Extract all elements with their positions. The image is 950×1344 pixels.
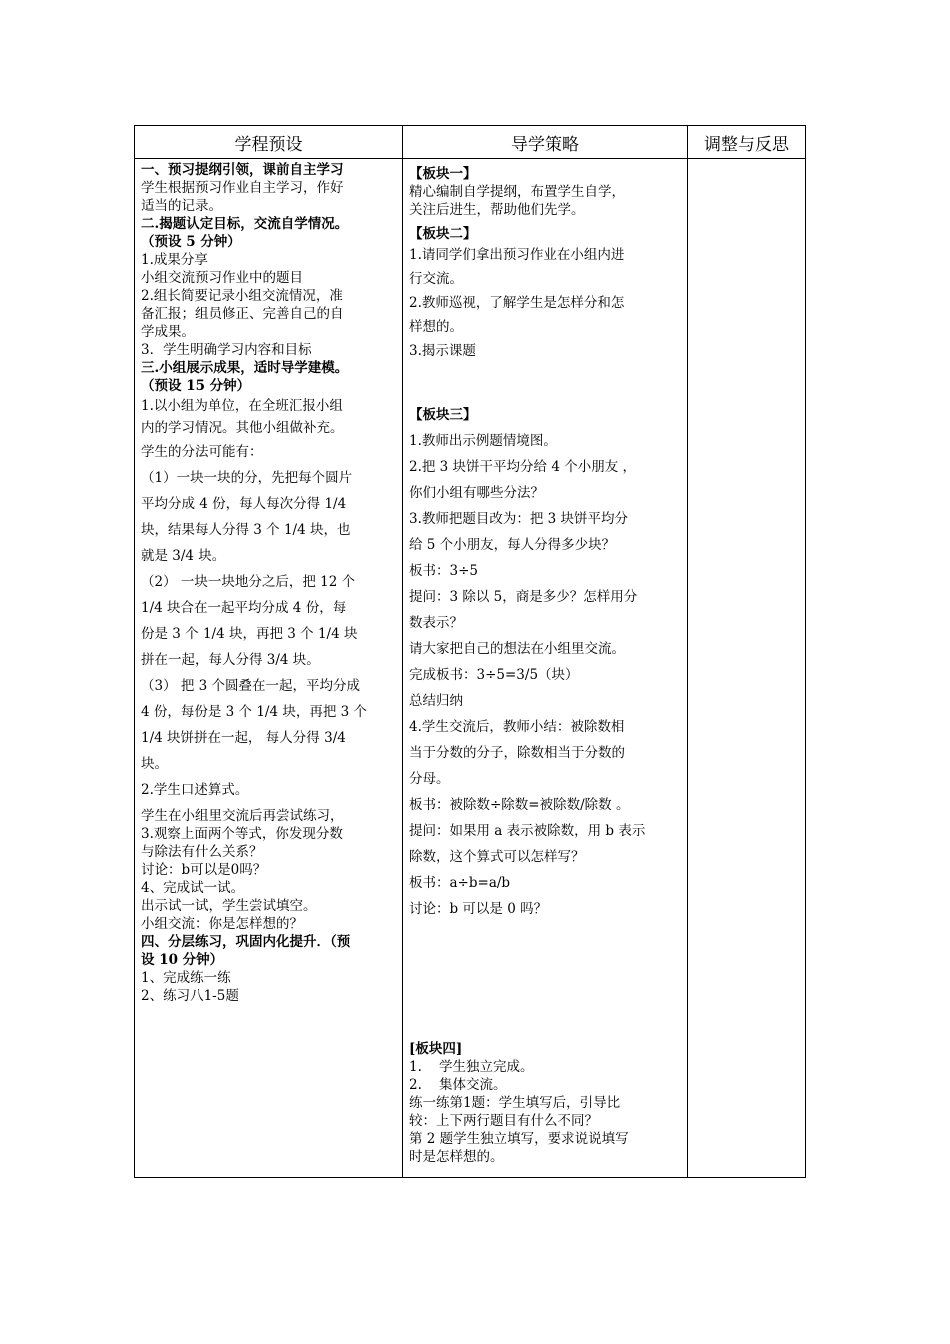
text-line: 1.请同学们拿出预习作业在小组内进 (409, 247, 625, 263)
text-line: 平均分成 4 份，每人每次分得 1/4 (141, 496, 347, 512)
section-3-body (141, 395, 396, 803)
section-3-time: （预设 15 分钟） (141, 378, 251, 394)
text-line: 当于分数的分子，除数相当于分数的 (409, 745, 625, 761)
text-line: 时是怎样想的。 (409, 1149, 504, 1165)
block-4-title: [板块四] (409, 1041, 463, 1057)
section-1-title: 一、预习提纲引领，课前自主学习 (141, 162, 344, 178)
text-line: 完成板书：3÷5=3/5（块） (409, 667, 579, 683)
text-line: 1/4 块饼拼在一起， 每人分得 3/4 (141, 730, 346, 746)
text-line: 小组交流预习作业中的题目 (141, 270, 303, 286)
text-line: 4、完成试一试。 (141, 880, 245, 896)
text-line: 2、练习八1-5题 (141, 988, 239, 1004)
text-line: 学成果。 (141, 324, 195, 340)
text-line: 1、完成练一练 (141, 970, 231, 986)
section-4-title: 四、分层练习，巩固内化提升．（预 (141, 934, 351, 950)
text-line: 块。 (141, 756, 168, 772)
block-2-title: 【板块二】 (409, 226, 477, 242)
text-line: 学生的分法可能有： (141, 444, 263, 460)
block-1-title: 【板块一】 (409, 166, 477, 182)
header-adjustment-reflection: 调整与反思 (688, 126, 806, 159)
text-line: 讨论：b 可以是 0 吗？ (409, 901, 548, 917)
text-line: （3） 把 3 个圆叠在一起，平均分成 (141, 678, 361, 694)
header-row (135, 126, 806, 159)
text-line: 就是 3/4 块。 (141, 548, 226, 564)
text-line: 备汇报；组员修正、完善自己的自 (141, 306, 344, 322)
text-line: 3.教师把题目改为：把 3 块饼平均分 (409, 511, 629, 527)
text-line: 1.成果分享 (141, 252, 208, 268)
text-line: 拼在一起，每人分得 3/4 块。 (141, 652, 320, 668)
text-line: 第 2 题学生独立填写，要求说说填写 (409, 1131, 629, 1147)
teaching-strategy-content (403, 159, 687, 1166)
text-line: 讨论：b可以是0吗？ (141, 862, 267, 878)
text-line: 总结归纳 (409, 693, 463, 709)
text-line: 板书：a÷b=a/b (409, 875, 511, 891)
block-3-body (409, 428, 681, 922)
text-line: 行交流。 (409, 271, 463, 287)
block-3-title: 【板块三】 (409, 407, 477, 423)
block-2-body (409, 243, 681, 363)
text-line: 适当的记录。 (141, 198, 222, 214)
text-line: 除数，这个算式可以怎样写？ (409, 849, 585, 865)
text-line: 给 5 个小朋友，每人分得多少块？ (409, 537, 616, 553)
text-line: 份是 3 个 1/4 块，再把 3 个 1/4 块 (141, 626, 358, 642)
text-line: 出示试一试，学生尝试填空。 (141, 898, 317, 914)
text-line: 3.揭示课题 (409, 343, 476, 359)
text-line: 关注后进生，帮助他们先学。 (409, 202, 585, 218)
text-line: 与除法有什么关系？ (141, 844, 263, 860)
text-line: 内的学习情况。其他小组做补充。 (141, 420, 344, 436)
learning-plan-cell (135, 159, 403, 1178)
text-line: 1.以小组为单位，在全班汇报小组 (141, 398, 343, 414)
text-line: 4 份，每份是 3 个 1/4 块，再把 3 个 (141, 704, 368, 720)
text-line: 2.组长简要记录小组交流情况，准 (141, 288, 343, 304)
text-line: 提问：3 除以 5，商是多少？怎样用分 (409, 589, 638, 605)
text-line: 板书：被除数÷除数=被除数/除数 。 (409, 797, 630, 813)
text-line: 你们小组有哪些分法？ (409, 485, 544, 501)
section-3-title: 三.小组展示成果，适时导学建模。 (141, 360, 349, 376)
text-line: 学生根据预习作业自主学习，作好 (141, 180, 344, 196)
text-line: 样想的。 (409, 319, 463, 335)
section-2-time: （预设 5 分钟） (141, 234, 241, 250)
content-row (135, 159, 806, 1178)
text-line: 1/4 块合在一起平均分成 4 份，每 (141, 600, 347, 616)
text-line: 数表示？ (409, 615, 463, 631)
text-line: 板书：3÷5 (409, 563, 478, 579)
header-learning-plan: 学程预设 (135, 126, 403, 159)
text-line: 提问：如果用 a 表示被除数，用 b 表示 (409, 823, 646, 839)
text-line: 2.学生口述算式。 (141, 782, 249, 798)
teaching-strategy-cell (403, 159, 688, 1178)
text-line: （1）一块一块的分，先把每个圆片 (141, 470, 353, 486)
text-line: 小组交流：你是怎样想的？ (141, 916, 303, 932)
text-line: 练一练第1题：学生填写后，引导比 (409, 1095, 621, 1111)
lesson-plan-table (134, 125, 806, 1178)
text-line: 1.教师出示例题情境图。 (409, 433, 557, 449)
reflection-cell (688, 159, 806, 1178)
text-line: 块，结果每人分得 3 个 1/4 块，也 (141, 522, 351, 538)
learning-plan-content (135, 159, 402, 1005)
text-line: 2.把 3 块饼干平均分给 4 个小朋友 ， (409, 459, 637, 475)
text-line: 1. 学生独立完成。 (409, 1059, 534, 1075)
text-line: 4.学生交流后，教师小结：被除数相 (409, 719, 625, 735)
section-4-time: 设 10 分钟） (141, 952, 224, 968)
section-2-title: 二.揭题认定目标，交流自学情况。 (141, 216, 349, 232)
text-line: 较：上下两行题目有什么不同？ (409, 1113, 598, 1129)
text-line: （2） 一块一块地分之后，把 12 个 (141, 574, 356, 590)
text-line: 请大家把自己的想法在小组里交流。 (409, 641, 625, 657)
text-line: 精心编制自学提纲，布置学生自学， (409, 184, 625, 200)
text-line: 2.教师巡视，了解学生是怎样分和怎 (409, 295, 625, 311)
text-line: 3．学生明确学习内容和目标 (141, 342, 312, 358)
header-teaching-strategy: 导学策略 (403, 126, 688, 159)
text-line: 3.观察上面两个等式，你发现分数 (141, 826, 343, 842)
text-line: 2. 集体交流。 (409, 1077, 507, 1093)
text-line: 学生在小组里交流后再尝试练习， (141, 808, 344, 824)
text-line: 分母。 (409, 771, 450, 787)
